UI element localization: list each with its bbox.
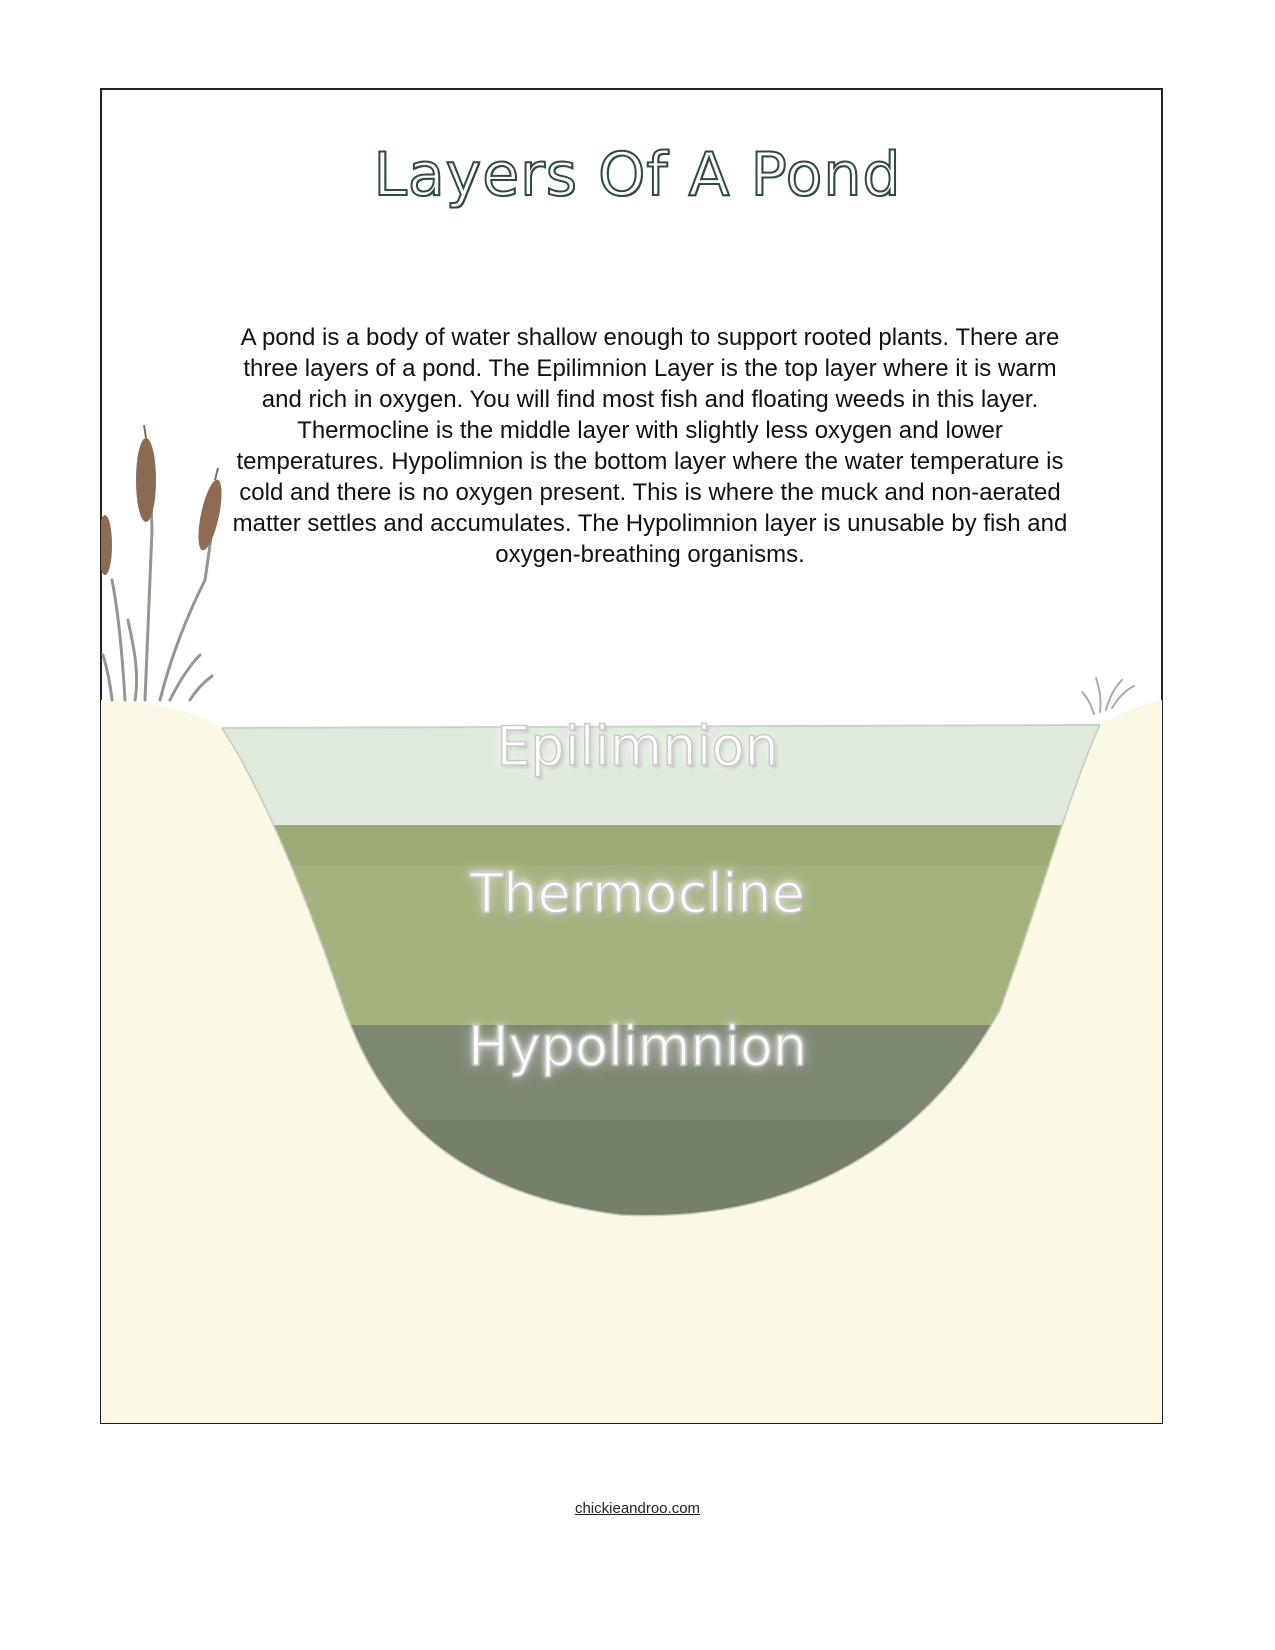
reeds-left [103,530,212,700]
cattail-head [194,478,227,552]
footer-link[interactable]: chickieandroo.com [574,1500,701,1517]
label-epilimnion: Epilimnion [496,715,779,778]
thermocline-shade [180,825,1140,865]
page-title: Layers Of A Pond [373,140,902,210]
description-text: A pond is a body of water shallow enough to support rooted plants. There are three layers of a pond. The Epilimnion Layer is the top layer where it is warm and rich in oxygen. You will find most fish and floating weeds in this layer. Thermocline is the middle layer with slightly less oxygen and lower temperatures. Hypolimnion is the bottom layer where the water temperature is cold and there is no oxygen present. This is where the muck and non-aerated matter settles and accumulates. The Hypolimnion layer is unusable by fish and oxygen-breathing organisms. [232,324,1068,568]
cattail-head [98,515,112,575]
label-thermocline: Thermocline [470,862,805,925]
reeds-right [1082,678,1134,714]
cattails [98,425,226,580]
label-hypolimnion: Hypolimnion [468,1015,807,1078]
cattail-head [136,438,156,522]
